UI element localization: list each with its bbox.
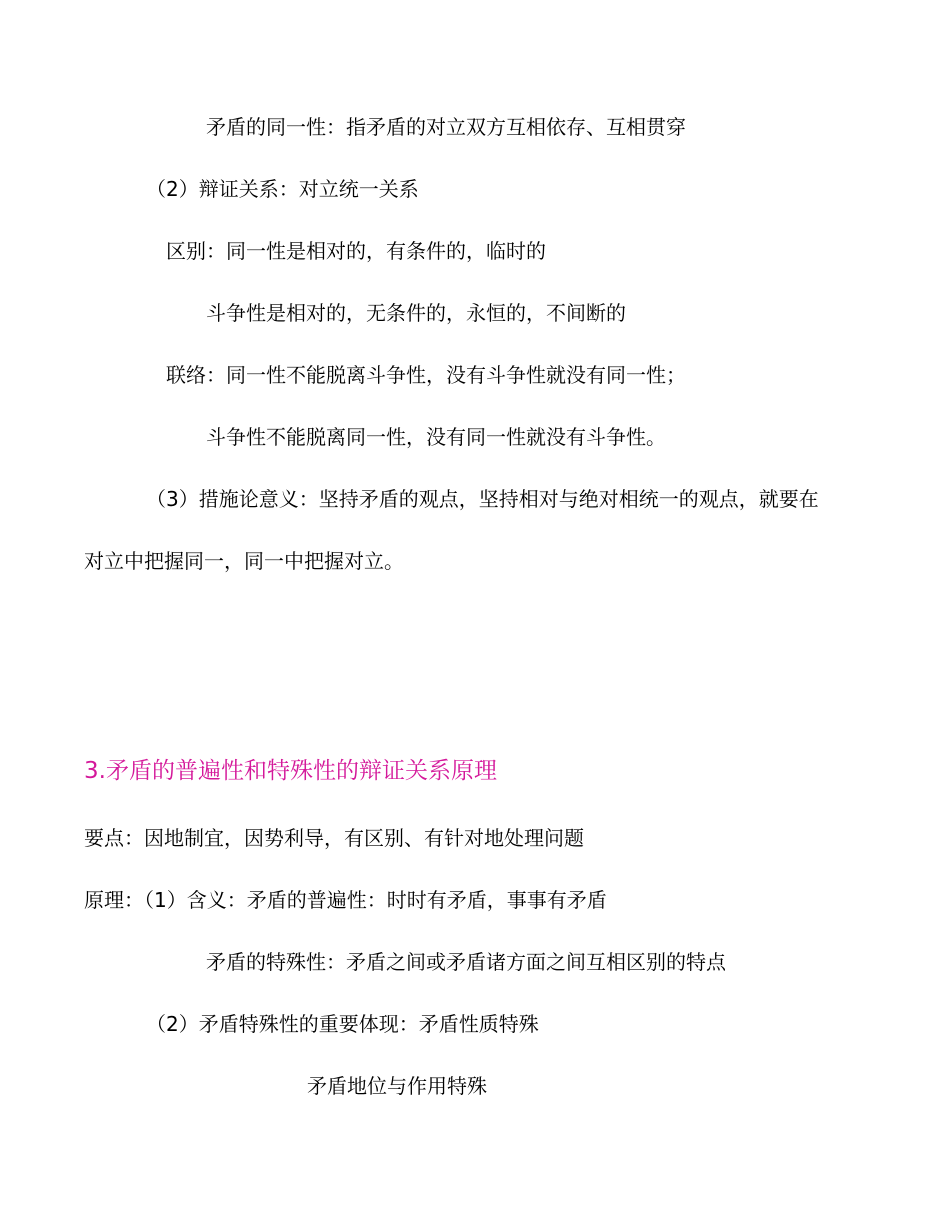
section-heading: 3.矛盾的普遍性和特殊性的辩证关系原理 [84,758,497,784]
text-line-struggle-absolute: 斗争性是相对的，无条件的，永恒的，不间断的 [206,301,626,325]
text-line-particularity: 矛盾的特殊性：矛盾之间或矛盾诸方面之间互相区别的特点 [206,950,726,974]
text-line-identity-definition: 矛盾的同一性：指矛盾的对立双方互相依存、互相贯穿 [206,115,686,139]
text-line-methodology: （3）措施论意义：坚持矛盾的观点，坚持相对与绝对相统一的观点，就要在 [146,487,819,511]
text-line-status-role: 矛盾地位与作用特殊 [307,1074,487,1098]
text-line-connection: 联络：同一性不能脱离斗争性，没有斗争性就没有同一性； [166,363,686,387]
text-line-methodology-continued: 对立中把握同一，同一中把握对立。 [84,549,404,573]
text-line-particularity-manifestation: （2）矛盾特殊性的重要体现：矛盾性质特殊 [146,1012,539,1036]
text-line-struggle-identity: 斗争性不能脱离同一性，没有同一性就没有斗争性。 [206,425,666,449]
text-line-dialectical-relation: （2）辩证关系：对立统一关系 [146,177,419,201]
text-line-difference: 区别：同一性是相对的，有条件的，临时的 [166,239,546,263]
text-line-principle-meaning: 原理：（1）含义：矛盾的普遍性：时时有矛盾，事事有矛盾 [84,888,607,912]
text-line-key-points: 要点：因地制宜，因势利导，有区别、有针对地处理问题 [84,826,584,850]
